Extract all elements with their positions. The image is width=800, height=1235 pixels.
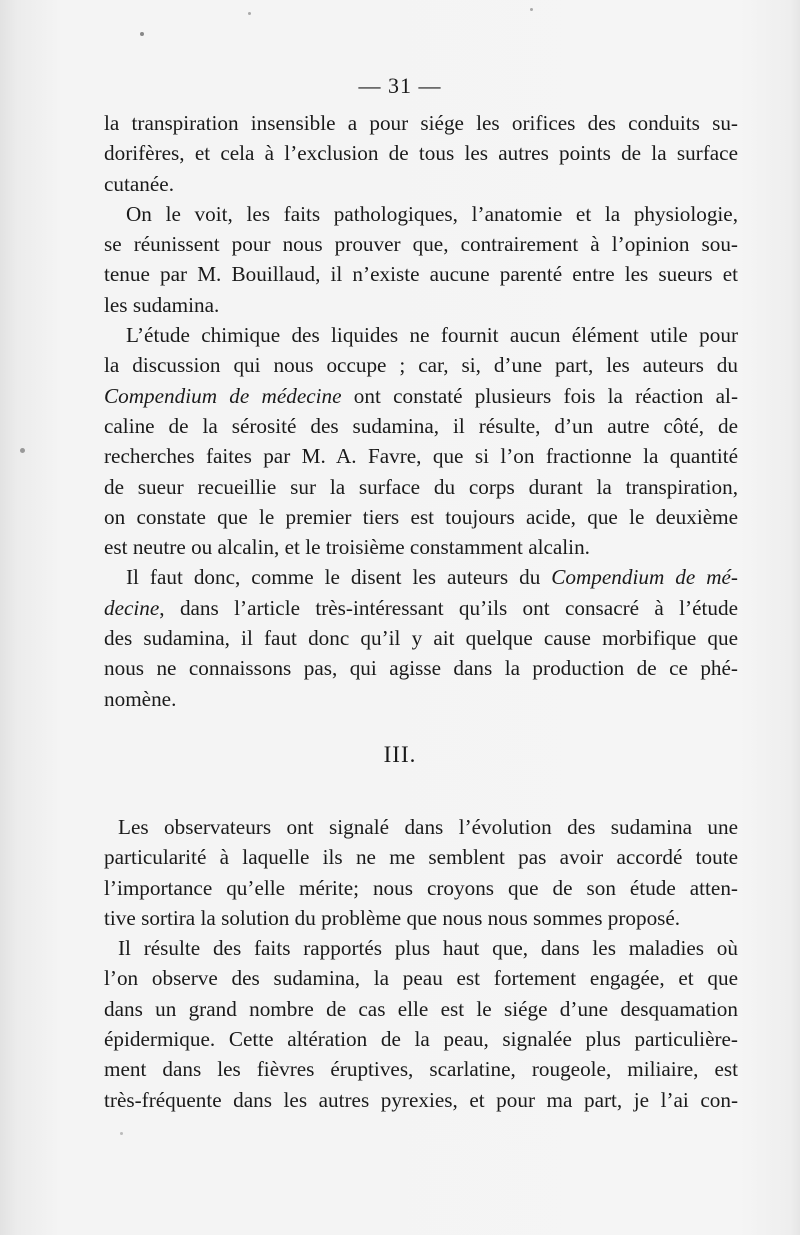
text-line: tenue par M. Bouillaud, il n’existe aucune parenté entre les sueurs et <box>104 262 738 287</box>
text-line: Les observateurs ont signalé dans l’évolution des sudamina une <box>118 815 738 839</box>
italic-title: Compendium de mé- <box>551 565 738 590</box>
ink-speck <box>248 12 251 15</box>
paragraph-2 <box>104 199 738 320</box>
ink-speck <box>120 1132 123 1135</box>
paragraph-3 <box>104 320 738 562</box>
text-line: de sueur recueillie sur la surface du corps durant la transpiration, <box>104 474 738 499</box>
text-line: la discussion qui nous occupe ; car, si, d’une part, les auteurs du <box>104 353 738 378</box>
body-text-section-1 <box>104 108 738 714</box>
text-line: recherches faites par M. A. Favre, que si l’on fractionne la quantité <box>104 444 738 469</box>
text-line <box>104 562 738 592</box>
text-line <box>104 593 738 623</box>
text-line: l’importance qu’elle mérite; nous croyons que de son étude atten- <box>104 875 738 900</box>
text-line: la transpiration insensible a pour siége les orifices des conduits su- <box>104 111 738 135</box>
text-line: tive sortira la solution du problème que nous nous sommes proposé. <box>104 905 681 930</box>
text-line: nous ne connaissons pas, qui agisse dans la production de ce phé- <box>104 656 738 681</box>
text-line: On le voit, les faits pathologiques, l’anatomie et la physiologie, <box>126 201 738 226</box>
paragraph-4 <box>104 562 738 713</box>
ink-speck <box>140 32 144 36</box>
ink-speck <box>530 8 533 11</box>
body-text-section-2 <box>104 812 738 1115</box>
page-number: — 31 — <box>358 73 442 98</box>
text-line: L’étude chimique des liquides ne fournit aucun élément utile pour <box>126 323 738 348</box>
paragraph-1 <box>104 108 738 199</box>
text-line: est neutre ou alcalin, et le troisième constamment alcalin. <box>104 535 590 560</box>
text-line <box>104 381 738 411</box>
text-line: dans un grand nombre de cas elle est le siége d’une desquamation <box>104 996 738 1021</box>
text-line: très-fréquente dans les autres pyrexies, et pour ma part, je l’ai con- <box>104 1087 738 1112</box>
ink-speck <box>20 448 25 453</box>
text-line: se réunissent pour nous prouver que, contrairement à l’opinion sou- <box>104 232 738 257</box>
italic-title: decine <box>104 595 160 620</box>
paragraph-5 <box>104 812 738 933</box>
text-line: épidermique. Cette altération de la peau, signalée plus particulière- <box>104 1027 738 1052</box>
section-heading: III. <box>383 742 417 767</box>
text-fragment: , dans l’article très-intéressant qu’ils ont consacré à l’étude <box>159 595 738 620</box>
text-line: cutanée. <box>104 171 174 196</box>
text-line: dorifères, et cela à l’exclusion de tous les autres points de la surface <box>104 141 738 166</box>
text-line: ment dans les fièvres éruptives, scarlatine, rougeole, miliaire, est <box>104 1057 738 1082</box>
text-line: caline de la sérosité des sudamina, il résulte, d’un autre côté, de <box>104 413 738 438</box>
text-line: on constate que le premier tiers est toujours acide, que le deuxième <box>104 504 738 529</box>
text-line: les sudamina. <box>104 292 220 317</box>
text-fragment: ont constaté plusieurs fois la réaction al- <box>341 383 738 408</box>
italic-title: Compendium de médecine <box>104 383 342 408</box>
text-line: Il résulte des faits rapportés plus haut que, dans les maladies où <box>118 936 738 961</box>
text-line: des sudamina, il faut donc qu’il y ait quelque cause morbifique que <box>104 626 738 651</box>
text-line: l’on observe des sudamina, la peau est fortement engagée, et que <box>104 966 738 991</box>
text-line: particularité à laquelle ils ne me semblent pas avoir accordé toute <box>104 845 738 870</box>
paragraph-6 <box>104 933 738 1115</box>
text-fragment: Il faut donc, comme le disent les auteurs du <box>126 565 552 590</box>
text-line: nomène. <box>104 686 177 711</box>
